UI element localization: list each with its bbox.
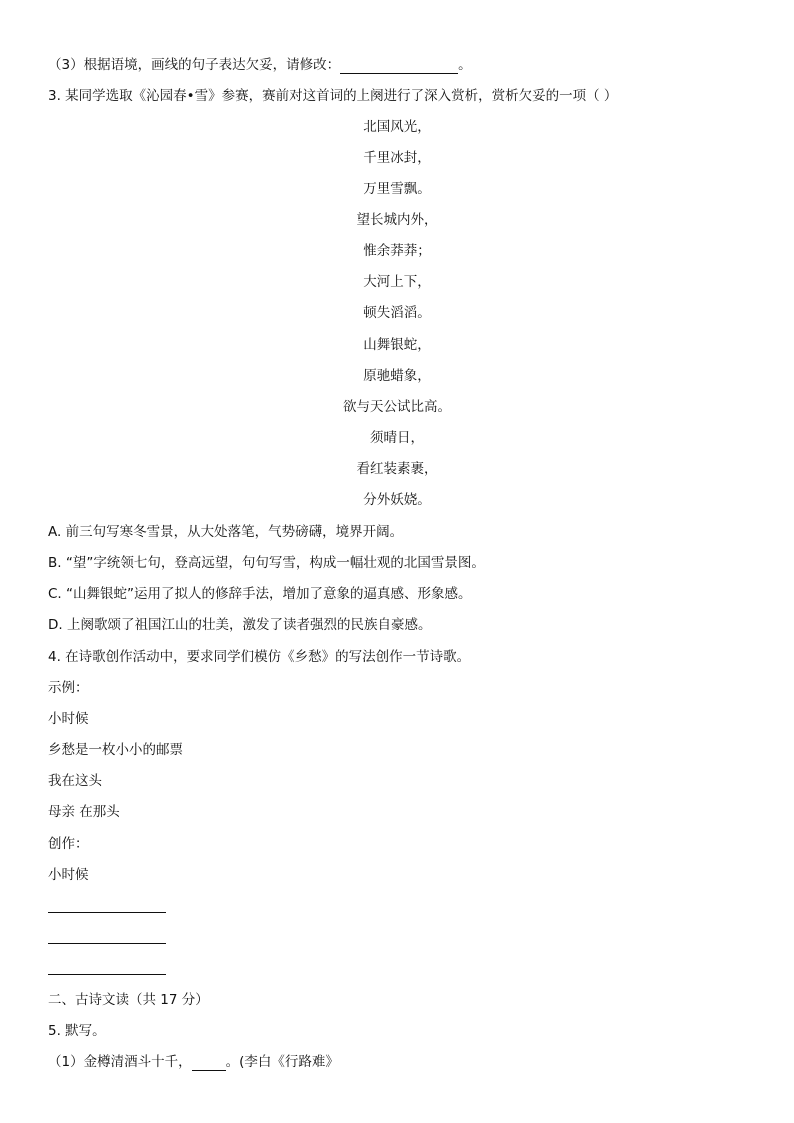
answer-line[interactable] xyxy=(48,943,166,944)
poem-line: 原驰蜡象， xyxy=(363,368,431,384)
poem-line: 分外妖娆。 xyxy=(363,492,431,508)
poem-line: 望长城内外， xyxy=(356,212,438,228)
poem-line: 看红装素裹， xyxy=(356,461,438,477)
answer-blank[interactable] xyxy=(192,1056,226,1071)
q3-option-c[interactable]: C. “山舞银蛇”运用了拟人的修辞手法，增加了意象的逼真感、形象感。 xyxy=(48,586,472,602)
q4-stem: 4. 在诗歌创作活动中，要求同学们模仿《乡愁》的写法创作一节诗歌。 xyxy=(48,649,471,665)
q2-part3-suffix: 。 xyxy=(458,57,472,73)
poem-line: 大河上下， xyxy=(363,274,431,290)
q3-option-d[interactable]: D. 上阕歌颂了祖国江山的壮美，激发了读者强烈的民族自豪感。 xyxy=(48,617,432,633)
section-title: 二、古诗文读（共 17 分） xyxy=(48,992,209,1008)
q2-part3-prefix: （3）根据语境，画线的句子表达欠妥，请修改： xyxy=(48,57,341,73)
example-line: 母亲 在那头 xyxy=(48,804,120,820)
poem-line: 山舞银蛇， xyxy=(363,337,431,353)
q3-stem: 3. 某同学选取《沁园春•雪》参赛，赛前对这首词的上阕进行了深入赏析，赏析欠妥的一项（ ） xyxy=(48,88,618,104)
poem-line: 万里雪飘。 xyxy=(363,181,431,197)
q4-example-label: 示例： xyxy=(48,680,89,696)
example-line: 乡愁是一枚小小的邮票 xyxy=(48,742,183,758)
poem-line: 千里冰封， xyxy=(363,150,431,166)
q5-item1-prefix: （1）金樽清酒斗十千， xyxy=(48,1054,192,1070)
q3-option-b[interactable]: B. “望”字统领七句，登高远望，句句写雪，构成一幅壮观的北国雪景图。 xyxy=(48,555,485,571)
poem-line: 顿失滔滔。 xyxy=(363,305,431,321)
poem-line: 须晴日， xyxy=(370,430,424,446)
answer-line[interactable] xyxy=(48,912,166,913)
example-line: 我在这头 xyxy=(48,773,102,789)
answer-blank[interactable] xyxy=(340,59,458,74)
poem-line: 惟余莽莽； xyxy=(363,243,431,259)
poem-line: 欲与天公试比高。 xyxy=(343,399,451,415)
poem-line: 北国风光， xyxy=(363,119,431,135)
q5-item1 xyxy=(48,1053,339,1071)
q3-option-a[interactable]: A. 前三句写寒冬雪景，从大处落笔，气势磅礴，境界开阔。 xyxy=(48,524,404,540)
example-line: 小时候 xyxy=(48,711,89,727)
q5-item1-suffix: 。(李白《行路难》 xyxy=(225,1054,339,1070)
q4-create-first-line: 小时候 xyxy=(48,867,89,883)
q5-stem: 5. 默写。 xyxy=(48,1023,106,1039)
answer-line[interactable] xyxy=(48,974,166,975)
q4-create-label: 创作： xyxy=(48,836,89,852)
q2-part3 xyxy=(48,56,472,74)
